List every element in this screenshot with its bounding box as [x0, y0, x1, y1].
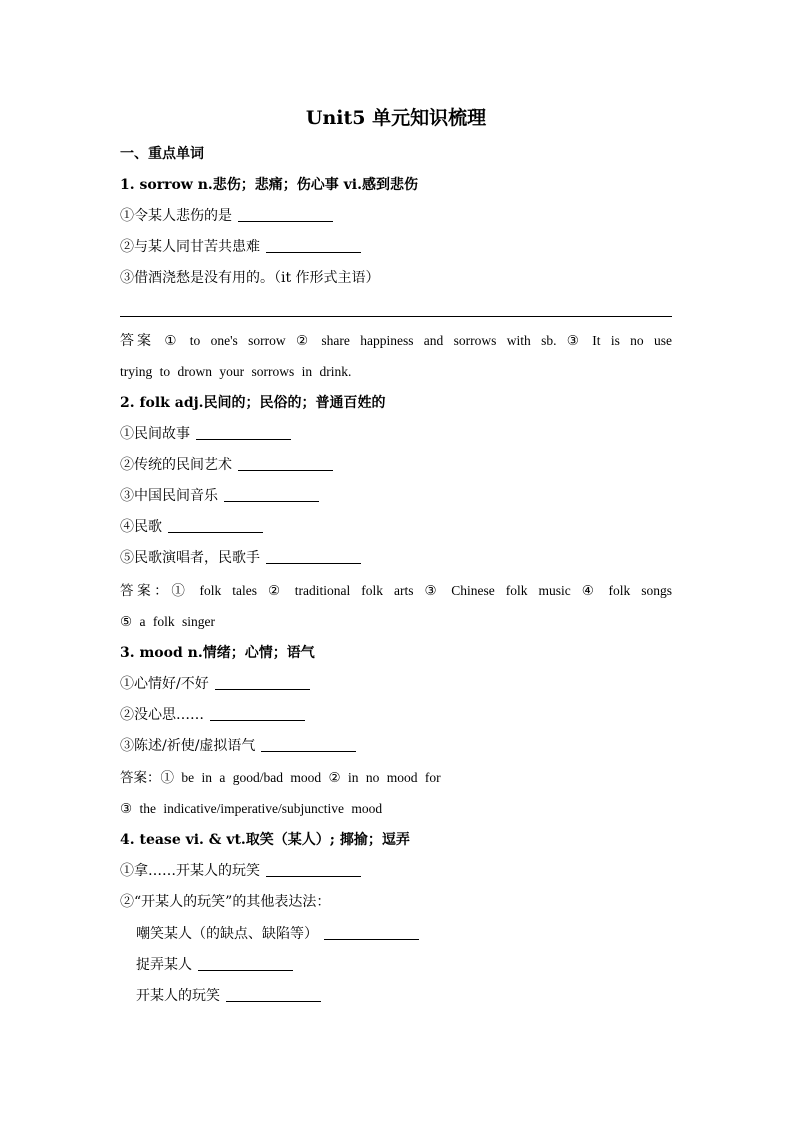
page-title: Unit5 单元知识梳理 [305, 107, 487, 129]
exercise-item: ③借酒浇愁是没有用的。（it 作形式主语） [120, 270, 380, 286]
exercise-item: ③陈述/祈使/虚拟语气 [120, 736, 672, 756]
exercise-item: ①民间故事 [120, 424, 672, 444]
word-heading-sorrow: 1. sorrow n.悲伤；悲痛；伤心事 vi.感到悲伤 [120, 177, 418, 193]
answer-blank[interactable] [266, 862, 361, 877]
answer-blank[interactable] [198, 956, 293, 971]
exercise-item: ②与某人同甘苦共患难 [120, 237, 672, 257]
exercise-item: ②没心思…… [120, 705, 672, 725]
exercise-subitem: 开某人的玩笑 [136, 986, 688, 1006]
answer-blank[interactable] [215, 675, 310, 690]
answer-text: 答案 ① to one's sorrow ② share happiness and sorrows with sb. ③ It is no use [120, 333, 673, 349]
answer-blank[interactable] [238, 207, 333, 222]
exercise-item: ①令某人悲伤的是 [120, 206, 672, 226]
answer-blank[interactable] [210, 706, 305, 721]
exercise-subitem: 捉弄某人 [136, 955, 688, 975]
word-heading-mood: 3. mood n.情绪；心情；语气 [120, 645, 315, 661]
exercise-subitem: 嘲笑某人（的缺点、缺陷等） [136, 924, 688, 944]
exercise-item: ②“开某人的玩笑”的其他表达法： [120, 894, 331, 910]
answer-blank[interactable] [226, 987, 321, 1002]
answer-blank[interactable] [266, 549, 361, 564]
exercise-item: ④民歌 [120, 517, 672, 537]
answer-blank[interactable] [261, 737, 356, 752]
exercise-item: ①心情好/不好 [120, 674, 672, 694]
answer-line[interactable] [120, 316, 672, 317]
exercise-item: ②传统的民间艺术 [120, 455, 672, 475]
answer-text: 答案：① folk tales ② traditional folk arts ③ Chinese folk music ④ folk songs [120, 583, 672, 598]
answer-blank[interactable] [196, 425, 291, 440]
exercise-item: ③中国民间音乐 [120, 486, 672, 506]
answer-blank[interactable] [224, 487, 319, 502]
exercise-item: ⑤民歌演唱者，民歌手 [120, 548, 672, 568]
word-heading-tease: 4. tease vi. & vt.取笑（某人）; 揶揄；逗弄 [120, 832, 410, 848]
answer-blank[interactable] [266, 238, 361, 253]
exercise-item: ①拿……开某人的玩笑 [120, 861, 672, 881]
answer-blank[interactable] [168, 518, 263, 533]
answer-blank[interactable] [324, 925, 419, 940]
answer-text: 答案：① be in a good/bad mood ② in no mood for [120, 770, 441, 785]
word-heading-folk: 2. folk adj.民间的；民俗的；普通百姓的 [120, 395, 386, 411]
answer-text: trying to drown your sorrows in drink. [120, 364, 352, 379]
answer-blank[interactable] [238, 456, 333, 471]
section-heading: 一、重点单词 [120, 146, 204, 162]
answer-text: ⑤ a folk singer [120, 614, 215, 629]
answer-text: ③ the indicative/imperative/subjunctive mood [120, 801, 383, 816]
